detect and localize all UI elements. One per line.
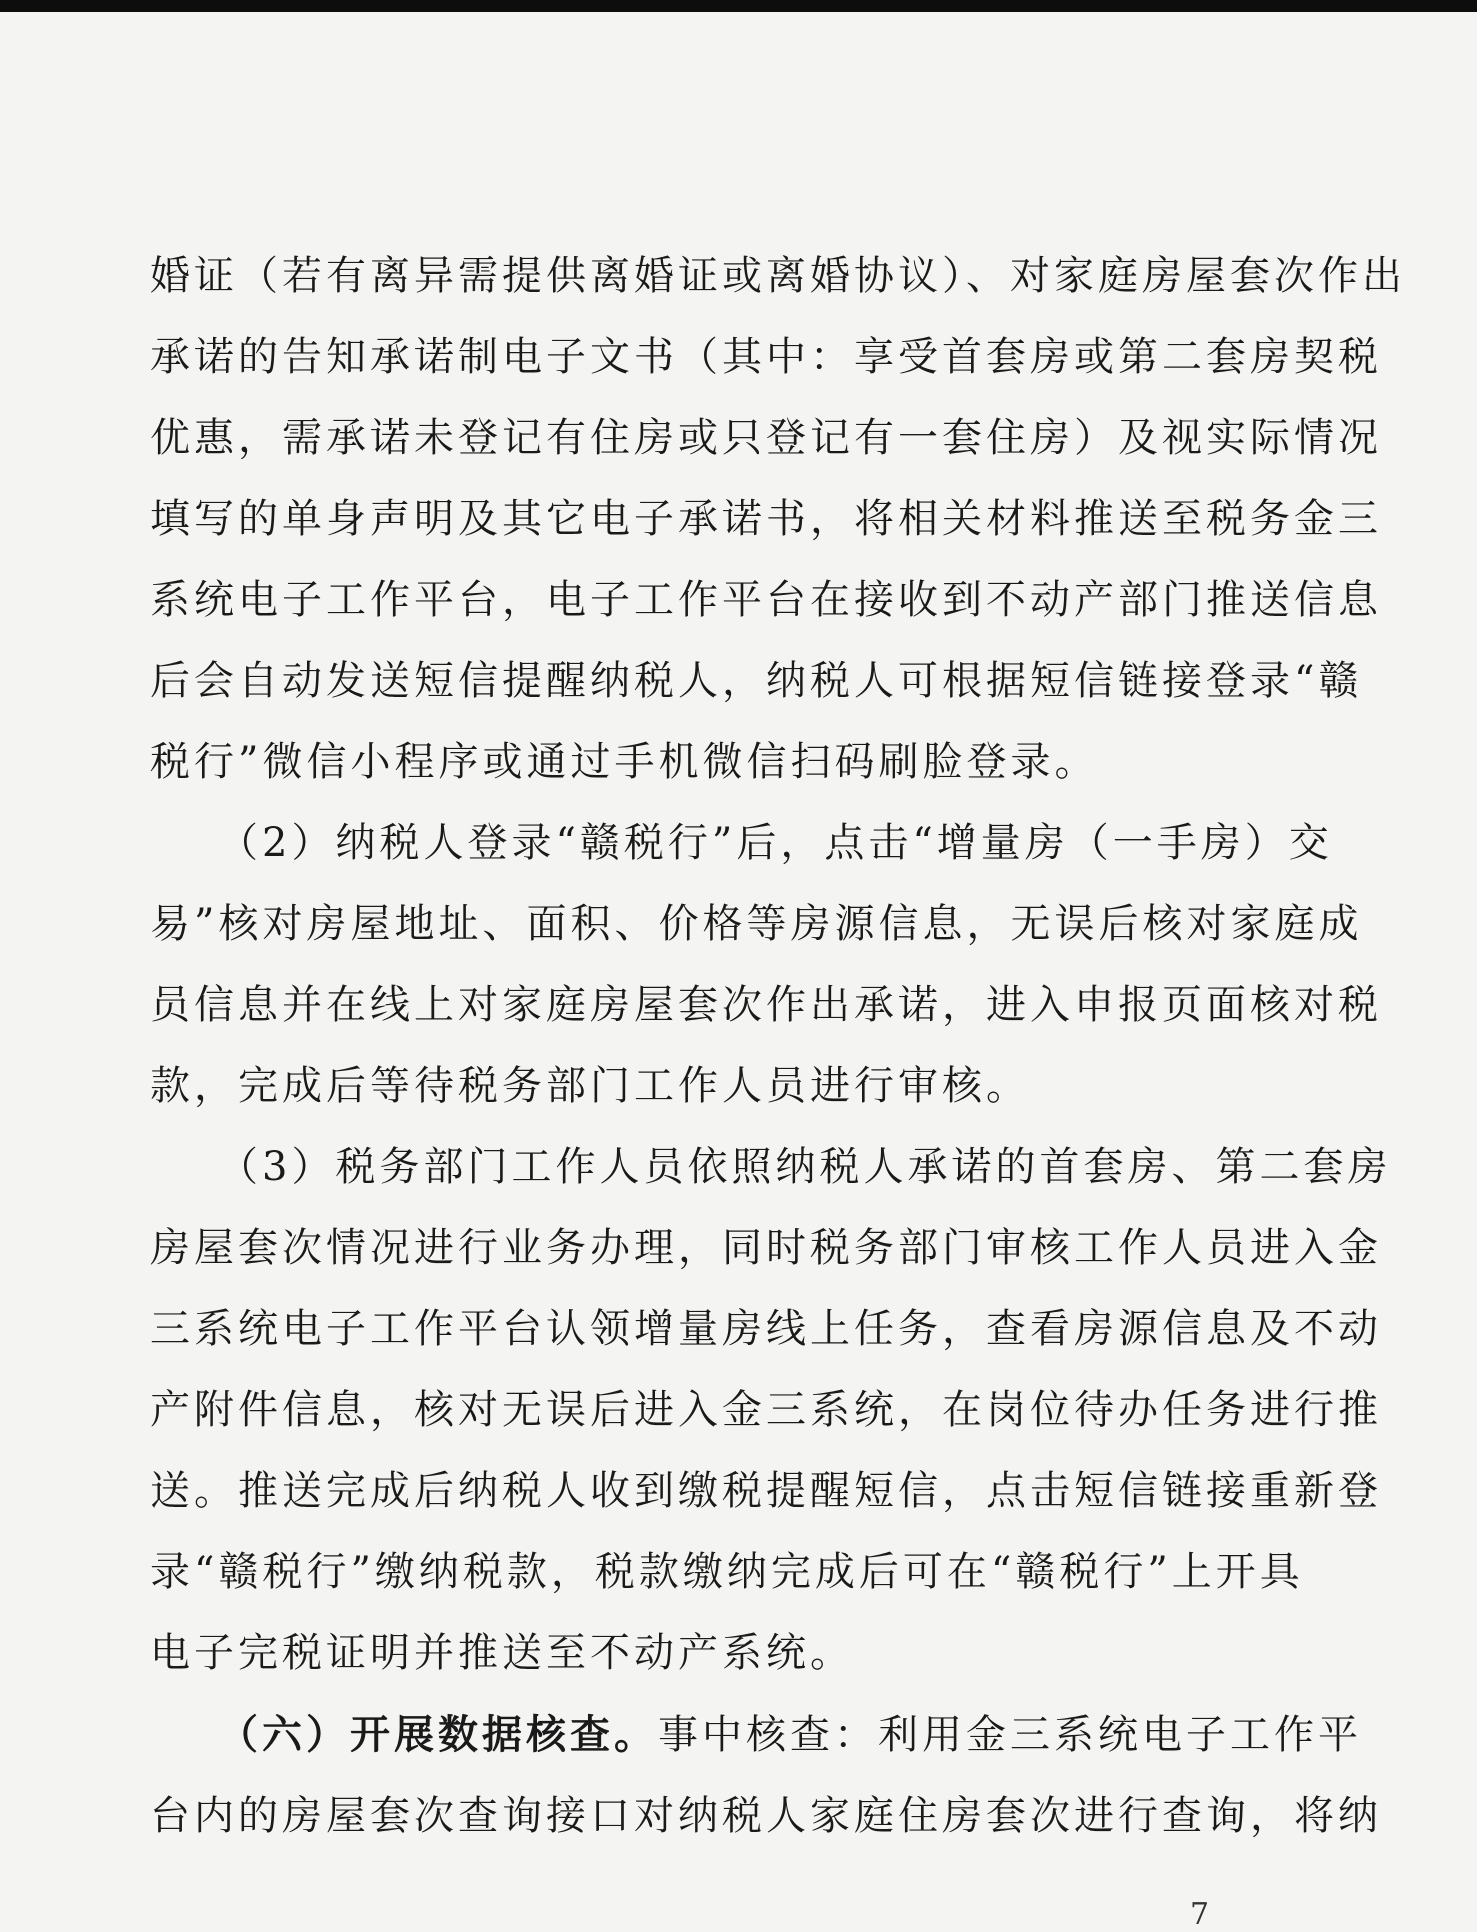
text-line: 优惠，需承诺未登记有住房或只登记有一套住房）及视实际情况 [150, 415, 1382, 461]
text-line: 款，完成后等待税务部门工作人员进行审核。 [150, 1063, 1030, 1109]
text-line: 送。推送完成后纳税人收到缴税提醒短信，点击短信链接重新登 [150, 1468, 1382, 1514]
text-line: 婚证（若有离异需提供离婚证或离婚协议）、对家庭房屋套次作出 [150, 253, 1406, 299]
text-line: 系统电子工作平台，电子工作平台在接收到不动产部门推送信息 [150, 577, 1382, 623]
text-line: 录“赣税行”缴纳税款，税款缴纳完成后可在“赣税行”上开具 [150, 1549, 1304, 1595]
text-line: 后会自动发送短信提醒纳税人，纳税人可根据短信链接登录“赣 [150, 658, 1363, 704]
text-line: （2）纳税人登录“赣税行”后，点击“增量房（一手房）交 [150, 820, 1333, 866]
text-line: 税行”微信小程序或通过手机微信扫码刷脸登录。 [150, 739, 1099, 785]
text-line: 电子完税证明并推送至不动产系统。 [150, 1630, 854, 1676]
text-line: 三系统电子工作平台认领增量房线上任务，查看房源信息及不动 [150, 1306, 1382, 1352]
paragraph-1 [150, 236, 1406, 803]
paragraph-2 [150, 803, 1382, 1127]
section-heading-rest: 事中核查：利用金三系统电子工作平 [658, 1712, 1362, 1758]
paragraph-4 [150, 1694, 1382, 1857]
text-line: 产附件信息，核对无误后进入金三系统，在岗位待办任务进行推 [150, 1387, 1382, 1433]
section-heading: （六）开展数据核查。 [150, 1711, 658, 1758]
text-line [150, 1694, 1362, 1776]
page-number: 7 [1190, 1897, 1210, 1932]
text-line: （3）税务部门工作人员依照纳税人承诺的首套房、第二套房 [150, 1144, 1392, 1190]
text-line: 台内的房屋套次查询接口对纳税人家庭住房套次进行查询，将纳 [150, 1793, 1382, 1839]
text-line: 易”核对房屋地址、面积、价格等房源信息，无误后核对家庭成 [150, 901, 1363, 947]
text-line: 填写的单身声明及其它电子承诺书，将相关材料推送至税务金三 [150, 496, 1382, 542]
text-line: 承诺的告知承诺制电子文书（其中：享受首套房或第二套房契税 [150, 334, 1382, 380]
paragraph-3 [150, 1127, 1392, 1694]
scan-top-edge [0, 0, 1477, 12]
text-line: 员信息并在线上对家庭房屋套次作出承诺，进入申报页面核对税 [150, 982, 1382, 1028]
document-body [150, 236, 1406, 1857]
text-line: 房屋套次情况进行业务办理，同时税务部门审核工作人员进入金 [150, 1225, 1382, 1271]
